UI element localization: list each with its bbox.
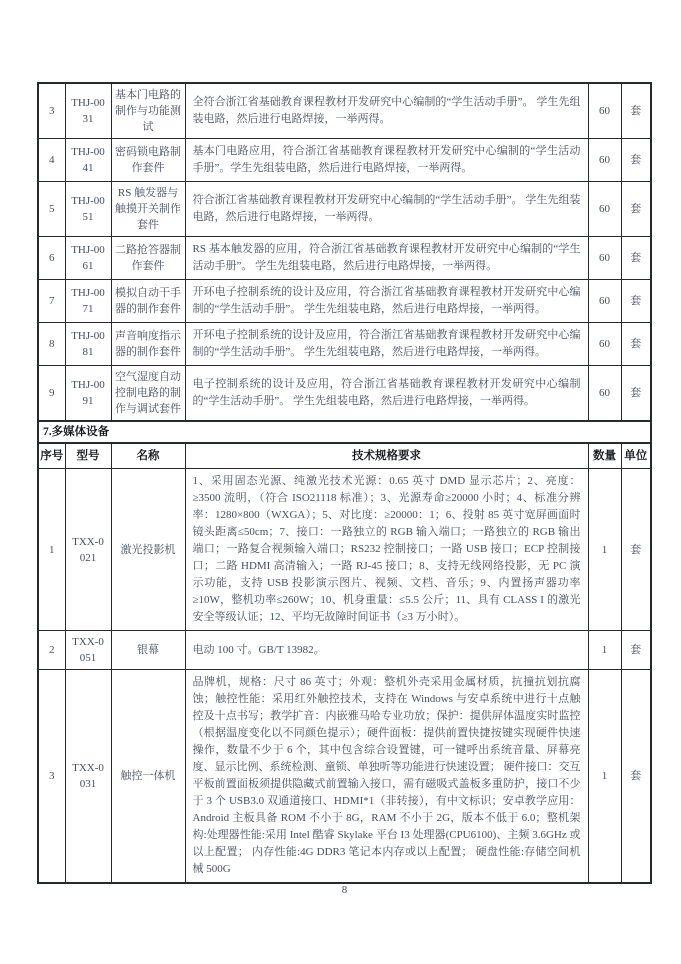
unit-cell: 套 xyxy=(621,469,651,631)
qty-cell: 60 xyxy=(588,366,621,422)
spec-cell: 电动 100 寸。GB/T 13982。 xyxy=(185,631,588,670)
name-cell: 银幕 xyxy=(111,631,185,670)
unit-cell: 套 xyxy=(621,83,651,139)
seq-cell: 3 xyxy=(38,670,65,884)
seq-cell: 5 xyxy=(38,182,65,237)
spec-cell: 1、采用固态光源、纯激光技术光源：0.65 英寸 DMD 显示芯片；2、亮度：≥3500 流明，（符合 ISO21118 标准）；3、光源寿命≥20000 小时；4、标准分辨率：1280×800（WXGA）；5、对比度：≥20000：1；6、投射 85 英寸宽屏画面时镜头距离≤50cm；7、接口：一路独立的 RGB 输入端口；一路独立的 RGB 输出端口；一路复合视频输入端口；RS232 控制接口；一路 USB 接口；ECP 控制接口；二路 HDMI 高清输入；一路 RJ-45 接口；8、支持无线网络投影，无 PC 演示功能，支持 USB 投影演示图片、视频、文档、音乐；9、内置扬声器功率≥10W，整机功率≤260W；10、机身重量：≤5.5 公斤；11、具有 CLASS I 的激光安全等级认证；12、平均无故障时间证书（≥3 万小时）。 xyxy=(185,469,588,631)
column-header-unit: 单位 xyxy=(621,443,651,469)
seq-cell: 4 xyxy=(38,139,65,182)
spec-cell: 全符合浙江省基础教育课程教材开发研究中心编制的“学生活动手册”。 学生先组装电路，然后进行电路焊接，一举两得。 xyxy=(185,83,588,139)
table-row xyxy=(38,366,651,422)
name-cell: 基本门电路的制作与功能测试 xyxy=(111,83,185,139)
section-header-row xyxy=(38,421,651,443)
column-header-model: 型号 xyxy=(65,443,111,469)
model-cell: THJ-0081 xyxy=(65,323,111,366)
table-row xyxy=(38,237,651,280)
spec-cell: 基本门电路应用，符合浙江省基础教育课程教材开发研究中心编制的“学生活动手册”。学生先组装电路，然后进行电路焊接，一举两得。 xyxy=(185,139,588,182)
unit-cell: 套 xyxy=(621,182,651,237)
table-row xyxy=(38,139,651,182)
model-cell: THJ-0071 xyxy=(65,280,111,323)
seq-cell: 6 xyxy=(38,237,65,280)
column-header-row xyxy=(38,443,651,469)
unit-cell: 套 xyxy=(621,139,651,182)
seq-cell: 1 xyxy=(38,469,65,631)
seq-cell: 3 xyxy=(38,83,65,139)
table-row xyxy=(38,280,651,323)
seq-cell: 2 xyxy=(38,631,65,670)
unit-cell: 套 xyxy=(621,631,651,670)
model-cell: TXX-0021 xyxy=(65,469,111,631)
spec-cell: 开环电子控制系统的设计及应用，符合浙江省基础教育课程教材开发研究中心编制的“学生活动手册”。 学生先组装电路，然后进行电路焊接，一举两得。 xyxy=(185,323,588,366)
spec-cell: RS 基本触发器的应用，符合浙江省基础教育课程教材开发研究中心编制的“学生活动手册”。 学生先组装电路，然后进行电路焊接，一举两得。 xyxy=(185,237,588,280)
spec-cell: 开环电子控制系统的设计及应用，符合浙江省基础教育课程教材开发研究中心编制的“学生活动手册”。 学生先组装电路，然后进行电路焊接，一举两得。 xyxy=(185,280,588,323)
equipment-spec-table xyxy=(37,82,652,884)
unit-cell: 套 xyxy=(621,323,651,366)
table-row xyxy=(38,469,651,631)
table-row xyxy=(38,631,651,670)
name-cell: 激光投影机 xyxy=(111,469,185,631)
qty-cell: 60 xyxy=(588,280,621,323)
qty-cell: 1 xyxy=(588,469,621,631)
page-number: 8 xyxy=(341,884,348,896)
qty-cell: 1 xyxy=(588,670,621,884)
spec-cell: 品牌机，规格：尺寸 86 英寸；外观：整机外壳采用金属材质，抗撞抗划抗腐蚀；触控性能：采用红外触控技术，支持在 Windows 与安卓系统中进行十点触控及十点书写；教学扩音：内嵌雅马哈专业功放；保护：提供屏体温度实时监控（根据温度变化以不同颜色提示）；硬件面板：提供前置快捷按键实现硬件快速操作，数量不少于 6 个，其中包含综合设置键，可一键呼出系统音量、屏幕亮度、显示比例、系统检测、童锁、单独听等功能进行快速设置； 硬件接口：交互平板前置面板须提供隐藏式前置输入接口，需有磁吸式盖板多重防护，接口不少于 3 个 USB3.0 双通道接口、HDMI*1（非转接），有中文标识；安卓教学应用：Android 主板具备 ROM 不小于 8G，RAM 不小于 2G，版本不低于 6.0；整机架构:处理器性能:采用 Intel 酷睿 Skylake 平台 I3 处理器(CPU6100)、主频 3.6GHz 或以上配置； 内存性能:4G DDR3 笔记本内存或以上配置； 硬盘性能:存储空间机械 500G xyxy=(185,670,588,884)
name-cell: 空气湿度自动控制电路的制作与调试套件 xyxy=(111,366,185,422)
name-cell: 声音响度指示器的制作套件 xyxy=(111,323,185,366)
qty-cell: 60 xyxy=(588,139,621,182)
unit-cell: 套 xyxy=(621,670,651,884)
column-header-name: 名称 xyxy=(111,443,185,469)
qty-cell: 1 xyxy=(588,631,621,670)
name-cell: 触控一体机 xyxy=(111,670,185,884)
spec-cell: 符合浙江省基础教育课程教材开发研究中心编制的“学生活动手册”。 学生先组装电路，然后进行电路焊接，一举两得。 xyxy=(185,182,588,237)
model-cell: THJ-0041 xyxy=(65,139,111,182)
model-cell: TXX-0031 xyxy=(65,670,111,884)
table-row xyxy=(38,182,651,237)
column-header-seq: 序号 xyxy=(38,443,65,469)
table-row xyxy=(38,83,651,139)
model-cell: TXX-0051 xyxy=(65,631,111,670)
table-row xyxy=(38,670,651,884)
seq-cell: 8 xyxy=(38,323,65,366)
unit-cell: 套 xyxy=(621,280,651,323)
qty-cell: 60 xyxy=(588,83,621,139)
table-row xyxy=(38,323,651,366)
qty-cell: 60 xyxy=(588,323,621,366)
name-cell: 模拟自动干手器的制作套件 xyxy=(111,280,185,323)
seq-cell: 9 xyxy=(38,366,65,422)
spec-cell: 电子控制系统的设计及应用，符合浙江省基础教育课程教材开发研究中心编制的“学生活动手册”。 学生先组装电路，然后进行电路焊接，一举两得。 xyxy=(185,366,588,422)
unit-cell: 套 xyxy=(621,237,651,280)
model-cell: THJ-0051 xyxy=(65,182,111,237)
column-header-qty: 数量 xyxy=(588,443,621,469)
model-cell: THJ-0061 xyxy=(65,237,111,280)
model-cell: THJ-0091 xyxy=(65,366,111,422)
column-header-spec: 技术规格要求 xyxy=(185,443,588,469)
seq-cell: 7 xyxy=(38,280,65,323)
name-cell: 二路抢答器制作套件 xyxy=(111,237,185,280)
qty-cell: 60 xyxy=(588,237,621,280)
name-cell: RS 触发器与触摸开关制作套件 xyxy=(111,182,185,237)
unit-cell: 套 xyxy=(621,366,651,422)
section-title: 7.多媒体设备 xyxy=(38,421,651,443)
qty-cell: 60 xyxy=(588,182,621,237)
name-cell: 密码锁电路制作套件 xyxy=(111,139,185,182)
model-cell: THJ-0031 xyxy=(65,83,111,139)
